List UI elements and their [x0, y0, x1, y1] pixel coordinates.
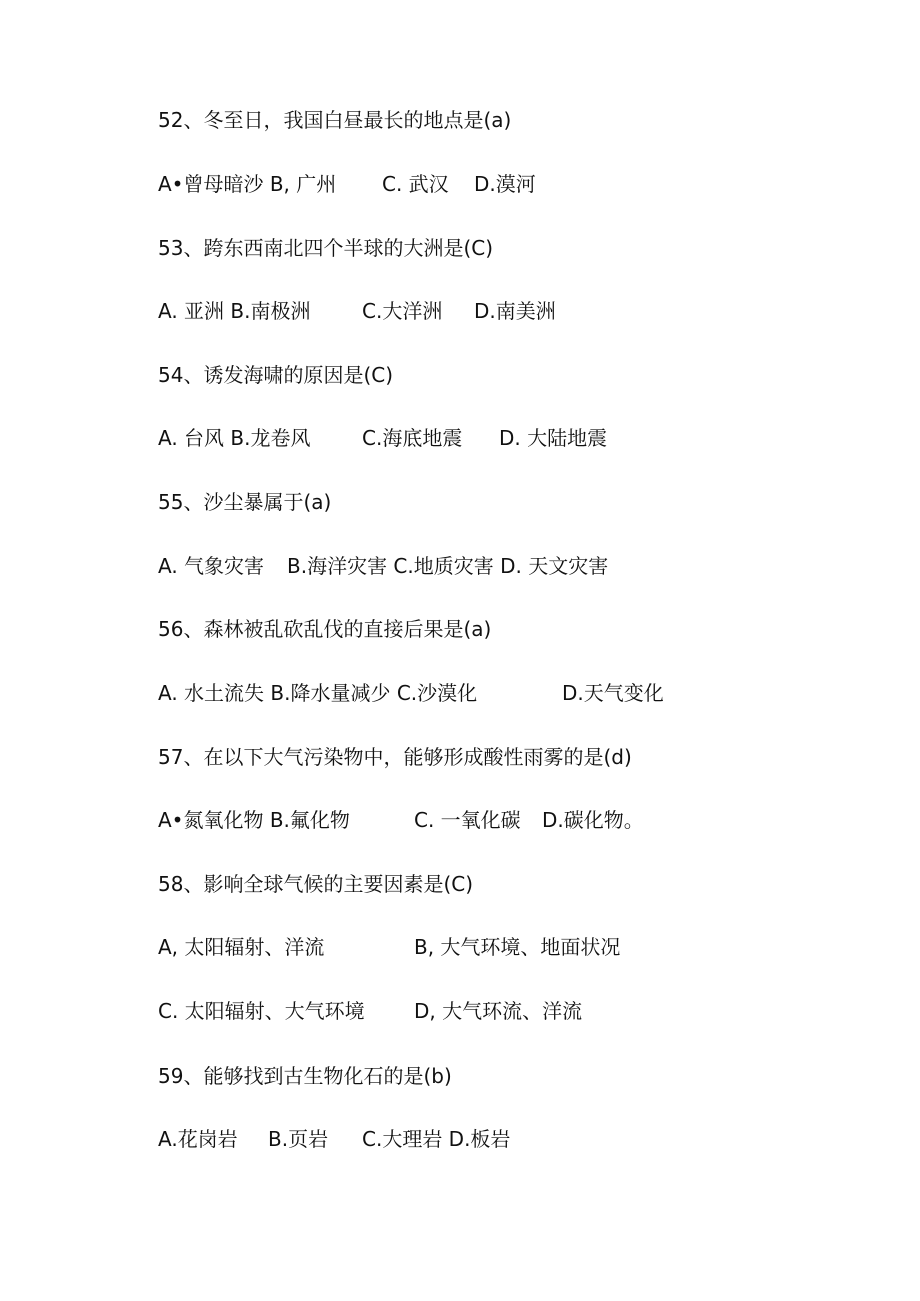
option-c: C.大洋洲 — [362, 299, 443, 323]
option-b: B, 大气环境、地面状况 — [414, 935, 621, 959]
option-group: A. 亚洲 B.南极洲 — [158, 299, 311, 323]
option-a: A.花岗岩 — [158, 1127, 238, 1151]
option-d: D.天气变化 — [562, 681, 664, 705]
document-page: 52、冬至日，我国白昼最长的地点是(a) A•曾母暗沙 B, 广州 C. 武汉 D.漠河 53、跨东西南北四个半球的大洲是(C) A. 亚洲 B.南极洲 C.大洋洲 D.南美洲 54、诱发海啸的原因是(C) A. 台风 B.龙卷风 C.海底地震 D. 大陆地震 55、沙尘暴属于(a) A. 气象灾害 B.海洋灾害 C.地质灾害 D. 天文灾害 56、森林被乱砍乱伐的直接后果是(a) A. 水土流失 B.降水量减少 C.沙漠化 D.天气变化 57、在以下大气污染物中，能够形成酸性雨雾的是(d) A•氮氧化物 B.氟化物 C. 一氧化碳 D.碳化物。 58、影响全球气候的主要因素是(C) A, 太阳辐射、洋流 B, 大气环境、地面状况 C. 太阳辐射、大气环境 D, 大气环流、洋流 59、能够找到古生物化石的是(b) A.花岗岩 B.页岩 C.大理岩 D.板岩 — [0, 0, 920, 1301]
option-a: A. 气象灾害 — [158, 554, 265, 578]
option-group: A•氮氧化物 B.氟化物 — [158, 808, 350, 832]
option-group: A•曾母暗沙 B, 广州 — [158, 172, 337, 196]
option-group: A. 台风 B.龙卷风 — [158, 426, 311, 450]
option-d: D, 大气环流、洋流 — [414, 999, 583, 1023]
option-d: D.碳化物。 — [542, 808, 644, 832]
option-d: D.南美洲 — [474, 299, 556, 323]
option-b: B.页岩 — [268, 1127, 329, 1151]
option-c: C.海底地震 — [362, 426, 463, 450]
option-c: C. 武汉 — [382, 172, 449, 196]
option-d: D. 大陆地震 — [499, 426, 608, 450]
option-c: C. 一氧化碳 — [414, 808, 521, 832]
option-d: D.漠河 — [474, 172, 536, 196]
option-group: A. 水土流失 B.降水量减少 C.沙漠化 — [158, 681, 478, 705]
option-a: A, 太阳辐射、洋流 — [158, 935, 325, 959]
option-c: C. 太阳辐射、大气环境 — [158, 999, 365, 1023]
option-group: B.海洋灾害 C.地质灾害 D. 天文灾害 — [287, 554, 609, 578]
option-group: C.大理岩 D.板岩 — [362, 1127, 511, 1151]
